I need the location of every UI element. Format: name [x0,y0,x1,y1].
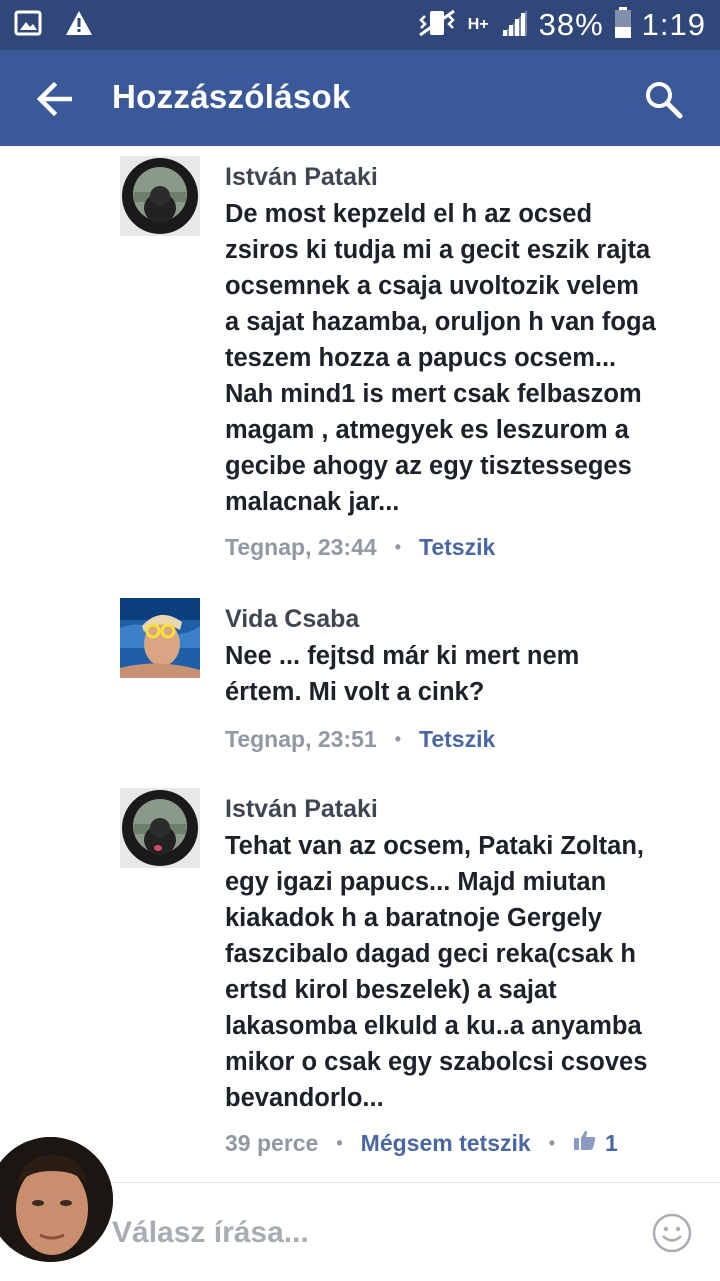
separator-dot: • [394,729,401,749]
comment-line: Tehat van az ocsem, Pataki Zoltan, [225,832,644,860]
comment-line: értem. Mi volt a cink? [225,678,485,706]
status-bar [0,0,720,50]
comment-text [225,196,695,520]
vibrate-icon [416,8,458,43]
comment-line: malacnak jar... [225,488,400,516]
comment-line: faszcibalo dagad geci reka(csak h [225,940,637,968]
comment-line: kiakadok h a baratnoje Gergely [225,904,602,932]
thumbs-up-icon[interactable] [573,1128,597,1158]
smiley-icon[interactable] [652,1213,692,1253]
comment-author[interactable]: István Pataki [225,795,378,823]
comment-author[interactable]: Vida Csaba [225,605,360,633]
comment-line: ertsd kirol beszelek) a sajat [225,976,557,1004]
separator-dot: • [548,1133,555,1153]
comment-line: gecibe ahogy az egy tisztesseges [225,452,632,480]
avatar[interactable] [120,156,200,236]
comment-author[interactable]: István Pataki [225,163,378,191]
separator-dot: • [336,1133,343,1153]
arrow-left-icon[interactable] [36,82,76,116]
comment-time: Tegnap, 23:51 [225,726,377,752]
comment-line: lakasomba elkuld a ku..a anyamba [225,1012,642,1040]
comment-meta [225,724,695,754]
comment-line: mikor o csak egy szabolcsi csoves [225,1048,648,1076]
image-icon [14,10,42,41]
comment-meta [225,532,695,562]
separator-dot: • [394,537,401,557]
page-title: Hozzászólások [112,78,351,115]
comment-meta [225,1128,695,1158]
signal-icon [499,8,529,43]
comment-line: a sajat hazamba, oruljon h van foga [225,308,656,336]
comment-time: Tegnap, 23:44 [225,534,377,560]
comment-line: magam , atmegyek es leszurom a [225,416,629,444]
like-button[interactable]: Tetszik [419,534,496,560]
comment-text [225,828,695,1116]
like-button[interactable]: Tetszik [419,726,496,752]
clock: 1:19 [641,7,706,42]
like-count[interactable]: 1 [605,1130,618,1156]
comment-time: 39 perce [225,1130,319,1156]
comment-line: Nah mind1 is mert csak felbaszom [225,380,642,408]
warning-icon [64,9,94,42]
app-bar [0,50,720,146]
comment-line: Nee ... fejtsd már ki mert nem [225,642,580,670]
comment-line: zsiros ki tudja mi a gecit eszik rajta [225,236,651,264]
avatar[interactable] [120,788,200,868]
network-type: H+ [467,16,489,33]
reply-input[interactable]: Válasz írása... [112,1216,309,1249]
comment-text [225,638,695,710]
search-icon[interactable] [644,80,684,120]
comment-line: ocsemnek a csaja uvoltozik velem [225,272,639,300]
avatar[interactable] [120,598,200,678]
battery-icon [614,7,632,44]
comment-line: egy igazi papucs... Majd miutan [225,868,607,896]
comment-line: bevandorlo... [225,1084,384,1112]
comment-line: teszem hozza a papucs ocsem... [225,344,617,372]
battery-percent: 38% [538,7,604,42]
comment-line: De most kepzeld el h az ocsed [225,200,593,228]
unlike-button[interactable]: Mégsem tetszik [360,1130,531,1156]
